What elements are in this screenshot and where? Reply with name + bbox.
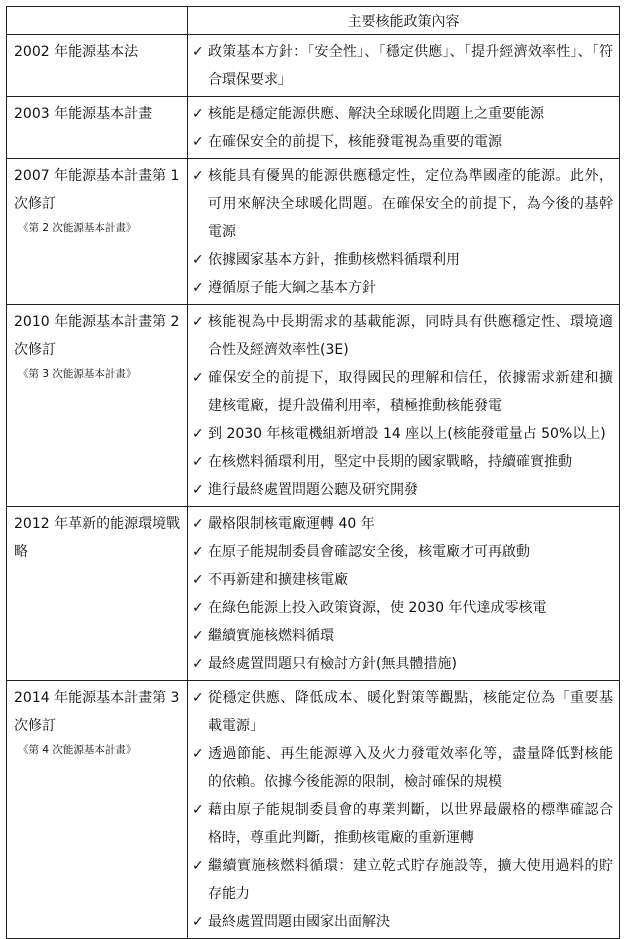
policy-content-cell (188, 305, 620, 507)
list-item (192, 852, 613, 908)
header-col1 (7, 7, 188, 35)
check-icon: ✓ (192, 106, 204, 122)
list-item (192, 650, 613, 678)
policy-name-cell (7, 35, 188, 97)
policy-name-cell (7, 97, 188, 159)
policy-title: 2007 年能源基本計畫第 1 次修訂 (14, 168, 180, 212)
policy-item-text: 政策基本方針：「安全性」、「穩定供應」、「提升經濟效率性」、「符合環保要求」 (208, 44, 613, 88)
list-item (192, 908, 613, 936)
policy-item-text: 核能視為中長期需求的基載能源，同時具有供應穩定性、環境適合性及經濟效率性(3E) (208, 314, 613, 358)
check-icon: ✓ (192, 802, 204, 818)
policy-item-text: 繼續實施核燃料循環 (208, 628, 334, 644)
list-item (192, 684, 613, 740)
check-icon: ✓ (192, 544, 204, 560)
policy-item-text: 在綠色能源上投入政策資源，使 2030 年代達成零核電 (208, 600, 547, 616)
table-row (7, 305, 620, 507)
check-icon: ✓ (192, 314, 204, 330)
check-icon: ✓ (192, 600, 204, 616)
policy-title: 2002 年能源基本法 (14, 44, 139, 60)
check-icon: ✓ (192, 168, 204, 184)
list-item (192, 308, 613, 364)
table-row (7, 507, 620, 681)
table-row (7, 35, 620, 97)
policy-subtitle: 《第 2 次能源基本計畫》 (18, 222, 137, 234)
check-icon: ✓ (192, 572, 204, 588)
policy-name-cell (7, 159, 188, 305)
list-item (192, 100, 613, 128)
policy-item-text: 最終處置問題由國家出面解決 (208, 914, 390, 930)
policy-item-text: 從穩定供應、降低成本、暖化對策等觀點，核能定位為「重要基載電源」 (208, 690, 613, 734)
list-item (192, 622, 613, 650)
check-icon: ✓ (192, 914, 204, 930)
list-item (192, 364, 613, 420)
check-icon: ✓ (192, 628, 204, 644)
list-item (192, 538, 613, 566)
list-item (192, 510, 613, 538)
policy-item-text: 繼續實施核燃料循環：建立乾式貯存施設等，擴大使用過料的貯存能力 (208, 858, 613, 902)
policy-item-text: 進行最終處置問題公聽及研究開發 (208, 482, 418, 498)
policy-item-text: 透過節能、再生能源導入及火力發電效率化等，盡量降低對核能的依賴。依據今後能源的限制，檢討確保的規模 (208, 746, 613, 790)
policy-subtitle: 《第 3 次能源基本計畫》 (18, 368, 137, 380)
check-icon: ✓ (192, 690, 204, 706)
policy-title: 2014 年能源基本計畫第 3 次修訂 (14, 690, 180, 734)
policy-item-text: 依據國家基本方針，推動核燃料循環利用 (208, 252, 460, 268)
check-icon: ✓ (192, 134, 204, 150)
policy-item-text: 在確保安全的前提下，核能發電視為重要的電源 (208, 134, 502, 150)
check-icon: ✓ (192, 516, 204, 532)
check-icon: ✓ (192, 370, 204, 386)
policy-content-cell (188, 681, 620, 939)
check-icon: ✓ (192, 746, 204, 762)
list-item (192, 448, 613, 476)
table-row (7, 681, 620, 939)
policy-title: 2010 年能源基本計畫第 2 次修訂 (14, 314, 180, 358)
list-item (192, 274, 613, 302)
table-row (7, 159, 620, 305)
list-item (192, 476, 613, 504)
check-icon: ✓ (192, 252, 204, 268)
policy-content-cell (188, 507, 620, 681)
list-item (192, 162, 613, 246)
check-icon: ✓ (192, 858, 204, 874)
check-icon: ✓ (192, 426, 204, 442)
policy-item-text: 嚴格限制核電廠運轉 40 年 (208, 516, 375, 532)
list-item (192, 566, 613, 594)
policy-item-text: 不再新建和擴建核電廠 (208, 572, 348, 588)
list-item (192, 740, 613, 796)
policy-item-text: 核能是穩定能源供應、解決全球暖化問題上之重要能源 (208, 106, 544, 122)
policy-item-text: 藉由原子能規制委員會的專業判斷，以世界最嚴格的標準確認合格時，尊重此判斷，推動核電廠的重新運轉 (208, 802, 613, 846)
list-item (192, 420, 613, 448)
policy-item-text: 核能具有優異的能源供應穩定性，定位為準國產的能源。此外，可用來解決全球暖化問題。在確保安全的前提下，為今後的基幹電源 (208, 168, 613, 240)
policy-content-cell (188, 159, 620, 305)
header-col2: 主要核能政策內容 (188, 7, 620, 35)
list-item (192, 594, 613, 622)
policy-name-cell (7, 305, 188, 507)
list-item (192, 796, 613, 852)
policy-content-cell (188, 35, 620, 97)
policy-item-text: 最終處置問題只有檢討方針(無具體措施) (208, 656, 457, 672)
policy-name-cell (7, 507, 188, 681)
check-icon: ✓ (192, 482, 204, 498)
nuclear-policy-table (6, 6, 620, 939)
policy-subtitle: 《第 4 次能源基本計畫》 (18, 744, 137, 756)
policy-content-cell (188, 97, 620, 159)
policy-item-text: 在原子能規制委員會確認安全後，核電廠才可再啟動 (208, 544, 530, 560)
table-row (7, 97, 620, 159)
check-icon: ✓ (192, 656, 204, 672)
list-item (192, 128, 613, 156)
policy-title: 2003 年能源基本計畫 (14, 106, 153, 122)
policy-item-text: 確保安全的前提下，取得國民的理解和信任，依據需求新建和擴建核電廠，提升設備利用率，積極推動核能發電 (208, 370, 613, 414)
check-icon: ✓ (192, 44, 204, 60)
policy-name-cell (7, 681, 188, 939)
list-item (192, 38, 613, 94)
table-header-row (7, 7, 620, 35)
policy-item-text: 遵循原子能大綱之基本方針 (208, 280, 376, 296)
list-item (192, 246, 613, 274)
policy-title: 2012 年革新的能源環境戰略 (14, 516, 181, 560)
check-icon: ✓ (192, 280, 204, 296)
policy-item-text: 在核燃料循環利用，堅定中長期的國家戰略，持續確實推動 (208, 454, 572, 470)
policy-item-text: 到 2030 年核電機組新增設 14 座以上(核能發電量占 50%以上) (208, 426, 606, 442)
check-icon: ✓ (192, 454, 204, 470)
